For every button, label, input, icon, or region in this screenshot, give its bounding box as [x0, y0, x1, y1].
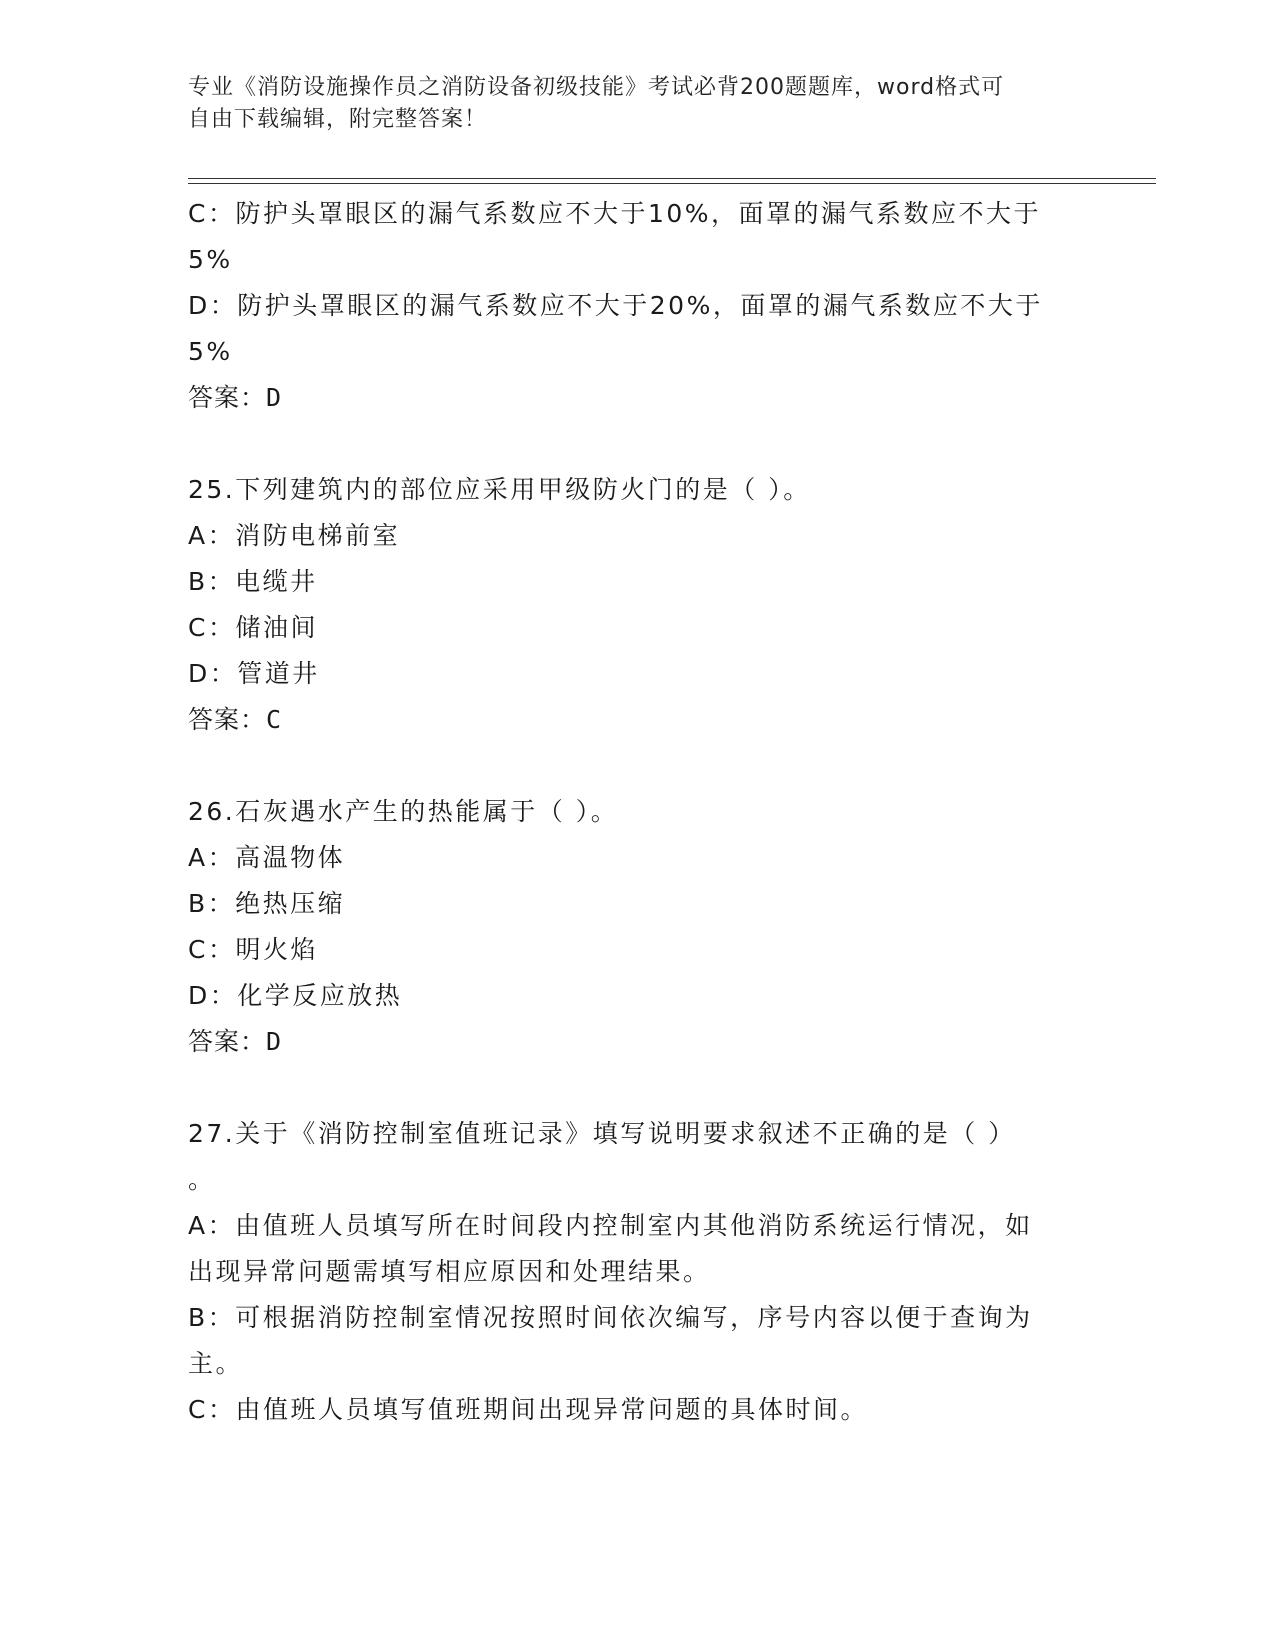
option-d: D：管道井: [188, 659, 320, 688]
answer: 答案：D: [188, 1027, 283, 1056]
spacer: [188, 1065, 1088, 1111]
header-line-2: 自由下载编辑，附完整答案！: [188, 107, 488, 132]
option-c-line-1: C：防护头罩眼区的漏气系数应不大于10%，面罩的漏气系数应不大于: [188, 199, 1042, 228]
question-stem: 26.石灰遇水产生的热能属于（ ）。: [188, 797, 619, 826]
question-24-continuation: [188, 191, 1088, 421]
question-stem: 25.下列建筑内的部位应采用甲级防火门的是（ ）。: [188, 475, 811, 504]
question-content: [188, 191, 1088, 1433]
option-a: A：消防电梯前室: [188, 521, 401, 550]
option-a-line-2: 出现异常问题需填写相应原因和处理结果。: [188, 1257, 711, 1286]
option-b: B：绝热压缩: [188, 889, 346, 918]
document-header: [188, 72, 1068, 136]
spacer: [188, 421, 1088, 467]
question-stem-line-2: 。: [188, 1165, 216, 1194]
question-stem-line-1: 27.关于《消防控制室值班记录》填写说明要求叙述不正确的是（ ）: [188, 1119, 1016, 1148]
option-b-line-1: B：可根据消防控制室情况按照时间依次编写，序号内容以便于查询为: [188, 1303, 1033, 1332]
question-26: [188, 789, 1088, 1065]
spacer: [188, 743, 1088, 789]
option-a-line-1: A：由值班人员填写所在时间段内控制室内其他消防系统运行情况，如: [188, 1211, 1033, 1240]
answer: 答案：C: [188, 705, 283, 734]
option-d-line-1: D：防护头罩眼区的漏气系数应不大于20%，面罩的漏气系数应不大于: [188, 291, 1043, 320]
option-c: C：由值班人员填写值班期间出现异常问题的具体时间。: [188, 1395, 868, 1424]
question-25: [188, 467, 1088, 743]
option-c-line-2: 5%: [188, 245, 233, 274]
option-c: C：明火焰: [188, 935, 318, 964]
option-a: A：高温物体: [188, 843, 346, 872]
header-divider-bottom: [188, 183, 1156, 184]
option-d-line-2: 5%: [188, 337, 233, 366]
option-b-line-2: 主。: [188, 1349, 244, 1378]
header-line-1: 专业《消防设施操作员之消防设备初级技能》考试必背200题题库，word格式可: [188, 75, 1005, 100]
question-27: [188, 1111, 1088, 1433]
option-c: C：储油间: [188, 613, 318, 642]
answer: 答案：D: [188, 383, 283, 412]
option-d: D：化学反应放热: [188, 981, 403, 1010]
header-divider-top: [188, 178, 1156, 179]
option-b: B：电缆井: [188, 567, 318, 596]
